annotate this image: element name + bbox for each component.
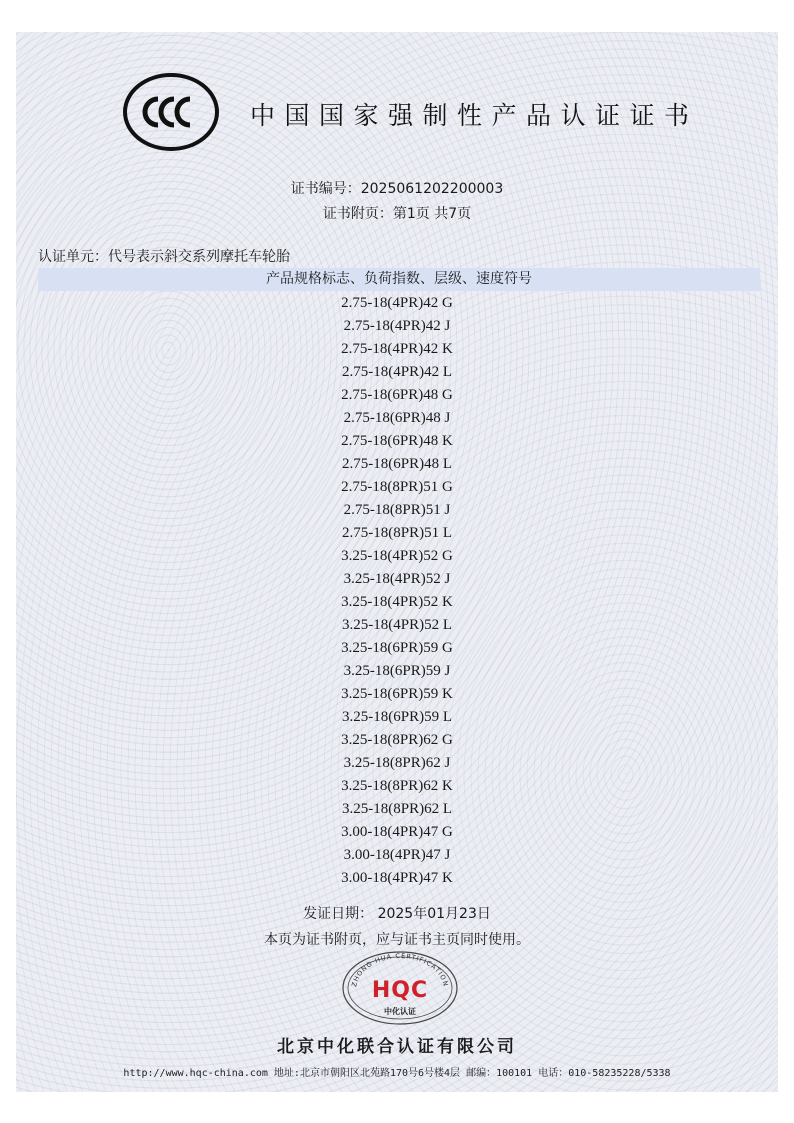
svg-text:ZHONG HUA CERTIFICATION: ZHONG HUA CERTIFICATION (350, 951, 450, 988)
usage-note: 本页为证书附页，应与证书主页同时使用。 (264, 932, 530, 948)
spec-item: 3.25-18(4PR)52 J (343, 571, 451, 587)
spec-item: 2.75-18(8PR)51 L (342, 525, 452, 541)
spec-item: 3.25-18(8PR)62 L (342, 801, 452, 817)
svg-text:中化认证: 中化认证 (384, 1006, 416, 1016)
spec-item: 3.25-18(8PR)62 J (343, 755, 451, 771)
spec-item: 3.25-18(4PR)52 L (342, 617, 452, 633)
ccc-logo-icon (122, 72, 220, 152)
certification-unit: 认证单元：代号表示斜交系列摩托车轮胎 (38, 249, 290, 265)
spec-table-header: 产品规格标志、负荷指数、层级、速度符号 (38, 268, 760, 291)
spec-item: 2.75-18(4PR)42 K (341, 341, 453, 357)
spec-item: 3.00-18(4PR)47 J (343, 847, 451, 863)
issue-date: 发证日期： 2025年01月23日 (303, 906, 491, 922)
spec-item: 2.75-18(6PR)48 K (341, 433, 453, 449)
spec-item: 2.75-18(4PR)42 L (342, 364, 452, 380)
spec-item: 3.25-18(6PR)59 J (343, 663, 451, 679)
spec-item: 3.25-18(6PR)59 K (341, 686, 453, 702)
spec-item: 3.25-18(4PR)52 K (341, 594, 453, 610)
spec-item: 2.75-18(6PR)48 J (343, 410, 451, 426)
spec-item: 2.75-18(4PR)42 G (341, 295, 453, 311)
spec-item: 2.75-18(6PR)48 L (342, 456, 452, 472)
spec-list (0, 292, 794, 890)
page-indicator: 证书附页：第1页 共7页 (322, 206, 472, 222)
spec-item: 3.25-18(6PR)59 L (342, 709, 452, 725)
spec-item: 3.25-18(8PR)62 G (341, 732, 453, 748)
spec-item: 3.00-18(4PR)47 K (341, 870, 453, 886)
spec-item: 3.25-18(4PR)52 G (341, 548, 453, 564)
spec-item: 2.75-18(8PR)51 G (341, 479, 453, 495)
spec-item: 3.25-18(6PR)59 G (341, 640, 453, 656)
organization-name: 北京中化联合认证有限公司 (277, 1037, 517, 1057)
spec-item: 2.75-18(4PR)42 J (343, 318, 451, 334)
certificate-title: 中国国家强制性产品认证证书 (250, 101, 699, 130)
certificate-number: 证书编号：2025061202200003 (290, 181, 504, 197)
spec-item: 3.00-18(4PR)47 G (341, 824, 453, 840)
spec-item: 2.75-18(8PR)51 J (343, 502, 451, 518)
hqc-seal-icon (340, 950, 460, 1026)
spec-item: 3.25-18(8PR)62 K (341, 778, 453, 794)
spec-item: 2.75-18(6PR)48 G (341, 387, 453, 403)
footer-contact: http://www.hqc-china.com 地址:北京市朝阳区北苑路170号6号楼4层 邮编：100101 电话：010-58235228/5338 (123, 1068, 671, 1079)
svg-text:HQC: HQC (371, 978, 429, 1003)
